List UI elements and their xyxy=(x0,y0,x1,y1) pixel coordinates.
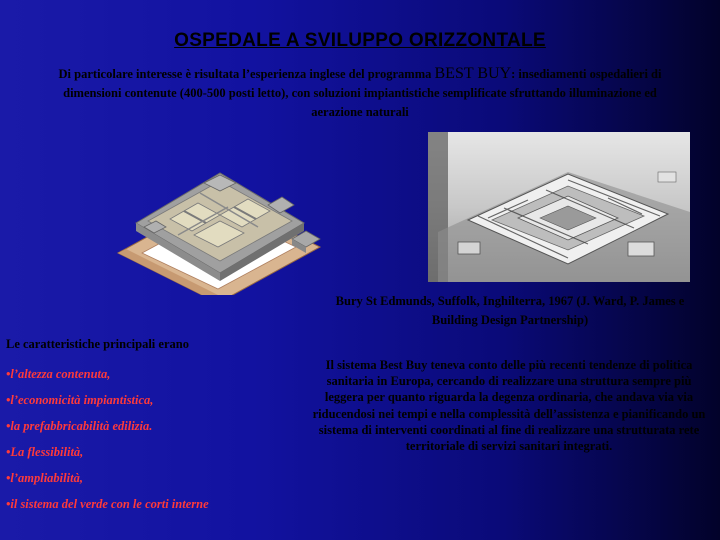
list-item: •la prefabbricabilità edilizia. xyxy=(6,419,153,433)
image-caption: Bury St Edmunds, Suffolk, Inghilterra, 1967 (J. Ward, P. James e Building Design Partnership) xyxy=(335,294,685,327)
slide-title: OSPEDALE A SVILUPPO ORIZZONTALE xyxy=(174,30,546,51)
isometric-plan-drawing xyxy=(108,135,328,295)
characteristics-list xyxy=(6,334,296,520)
list-item: •La flessibilità, xyxy=(6,445,84,459)
list-item: •il sistema del verde con le corti interne xyxy=(6,497,209,511)
characteristics-heading: Le caratteristiche principali erano xyxy=(6,337,189,351)
intro-highlight: BEST BUY xyxy=(434,65,512,82)
list-item: •l’ampliabilità, xyxy=(6,471,83,485)
intro-text-start: Di particolare interesse è risultata l’esperienza inglese del programma xyxy=(58,67,435,81)
intro-text-end: : insediamenti ospedalieri di dimensioni contenute (400-500 posti letto), con soluzioni impiantistiche semplificate sfruttando illuminazione ed aerazione naturali xyxy=(63,67,662,119)
aerial-photograph-of-hospital xyxy=(428,132,690,282)
list-item: •l’altezza contenuta, xyxy=(6,367,111,381)
list-item: •l’economicità impiantistica, xyxy=(6,393,154,407)
description-paragraph: Il sistema Best Buy teneva conto delle più recenti tendenze di politica sanitaria in Europa, cercando di realizzare una struttura sempre più leggera per quanto riguarda la degenza ordinaria, che andava via via riducendosi nei tempi e nella complessità dell’assistenza e pianificando un sistema di interventi coordinati al fine di realizzare una strutturata rete territoriale di servizi sanitari integrati. xyxy=(312,358,706,454)
intro-paragraph xyxy=(48,64,672,122)
